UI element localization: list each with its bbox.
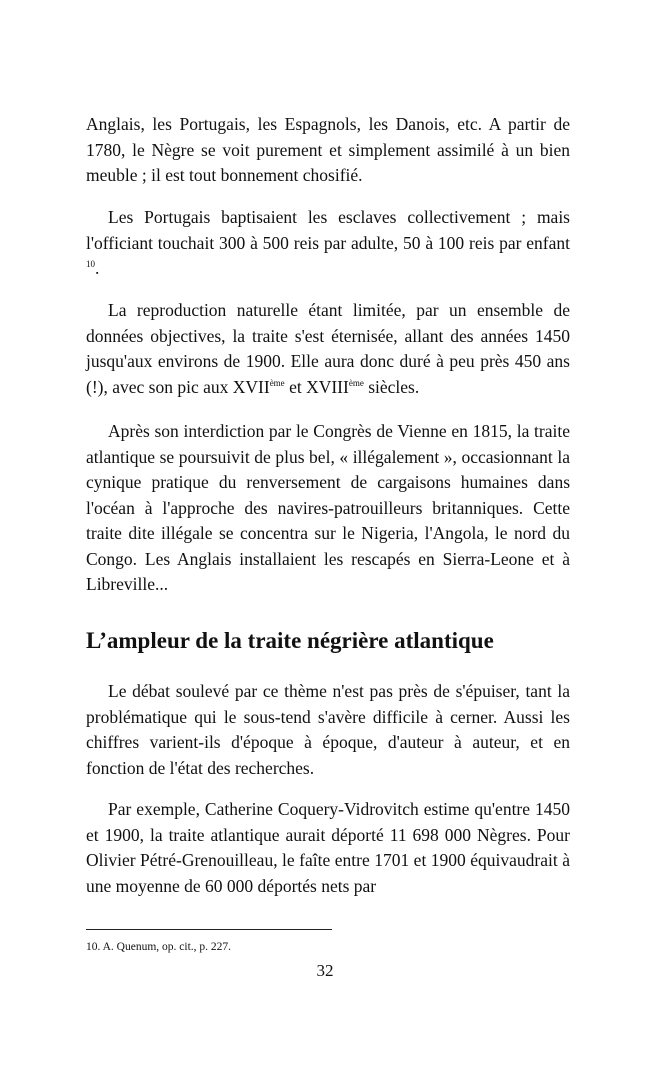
- paragraph-2-text: Les Portugais baptisaient les esclaves collectivement ; mais l'officiant touchait 300 à 500 reis par adulte, 50 à 100 reis par enfant: [86, 207, 570, 253]
- section-heading: L’ampleur de la traite négrière atlantique: [86, 628, 494, 653]
- paragraph-3: [86, 298, 570, 400]
- paragraph-5: Le débat soulevé par ce thème n'est pas près de s'épuiser, tant la problématique qui le sous-tend s'avère difficile à cerner. Aussi les chiffres varient-ils d'époque à époque, d'auteur à auteur, et en fonction de l'état des recherches.: [86, 681, 570, 778]
- paragraph-3-text: La reproduction naturelle étant limitée, par un ensemble de données objectives, la traite s'est éternisée, allant des années 1450 jusqu'aux environs de 1900. Elle aura donc duré à peu près 450 ans (!), avec son pic aux XVII: [86, 300, 570, 397]
- page-number: 32: [316, 961, 334, 980]
- paragraph-3-end: siècles.: [363, 376, 420, 397]
- superscript-eme-2: ème: [348, 377, 364, 388]
- paragraph-2-end: .: [95, 258, 100, 278]
- superscript-eme-1: ème: [269, 377, 285, 388]
- paragraph-6: Par exemple, Catherine Coquery-Vidrovitch estime qu'entre 1450 et 1900, la traite atlantique aurait déporté 11 698 000 Nègres. Pour Olivier Pétré-Grenouilleau, le faîte entre 1701 et 1900 équivaudrait à une moyenne de 60 000 déportés nets par: [86, 799, 570, 896]
- paragraph-3-mid: et XVIII: [284, 376, 349, 397]
- paragraph-4: Après son interdiction par le Congrès de Vienne en 1815, la traite atlantique se poursuivit de plus bel, « illégalement », occasionnant la cynique pratique du renversement de cargaisons humaines dans l'océan à l'approche des navires-patrouilleurs britanniques. Cette traite dite illégale se concentra sur le Nigeria, l'Angola, le nord du Congo. Les Anglais installaient les rescapés en Sierra-Leone et à Libreville...: [86, 421, 570, 594]
- footnote-divider: [86, 929, 332, 930]
- paragraph-1: Anglais, les Portugais, les Espagnols, les Danois, etc. A partir de 1780, le Nègre se voit purement et simplement assimilé à un bien meuble ; il est tout bonnement chosifié.: [86, 114, 570, 185]
- footnote-ref-10[interactable]: 10: [86, 259, 95, 269]
- paragraph-2: [86, 205, 570, 282]
- footnote-10: 10. A. Quenum, op. cit., p. 227.: [86, 941, 232, 953]
